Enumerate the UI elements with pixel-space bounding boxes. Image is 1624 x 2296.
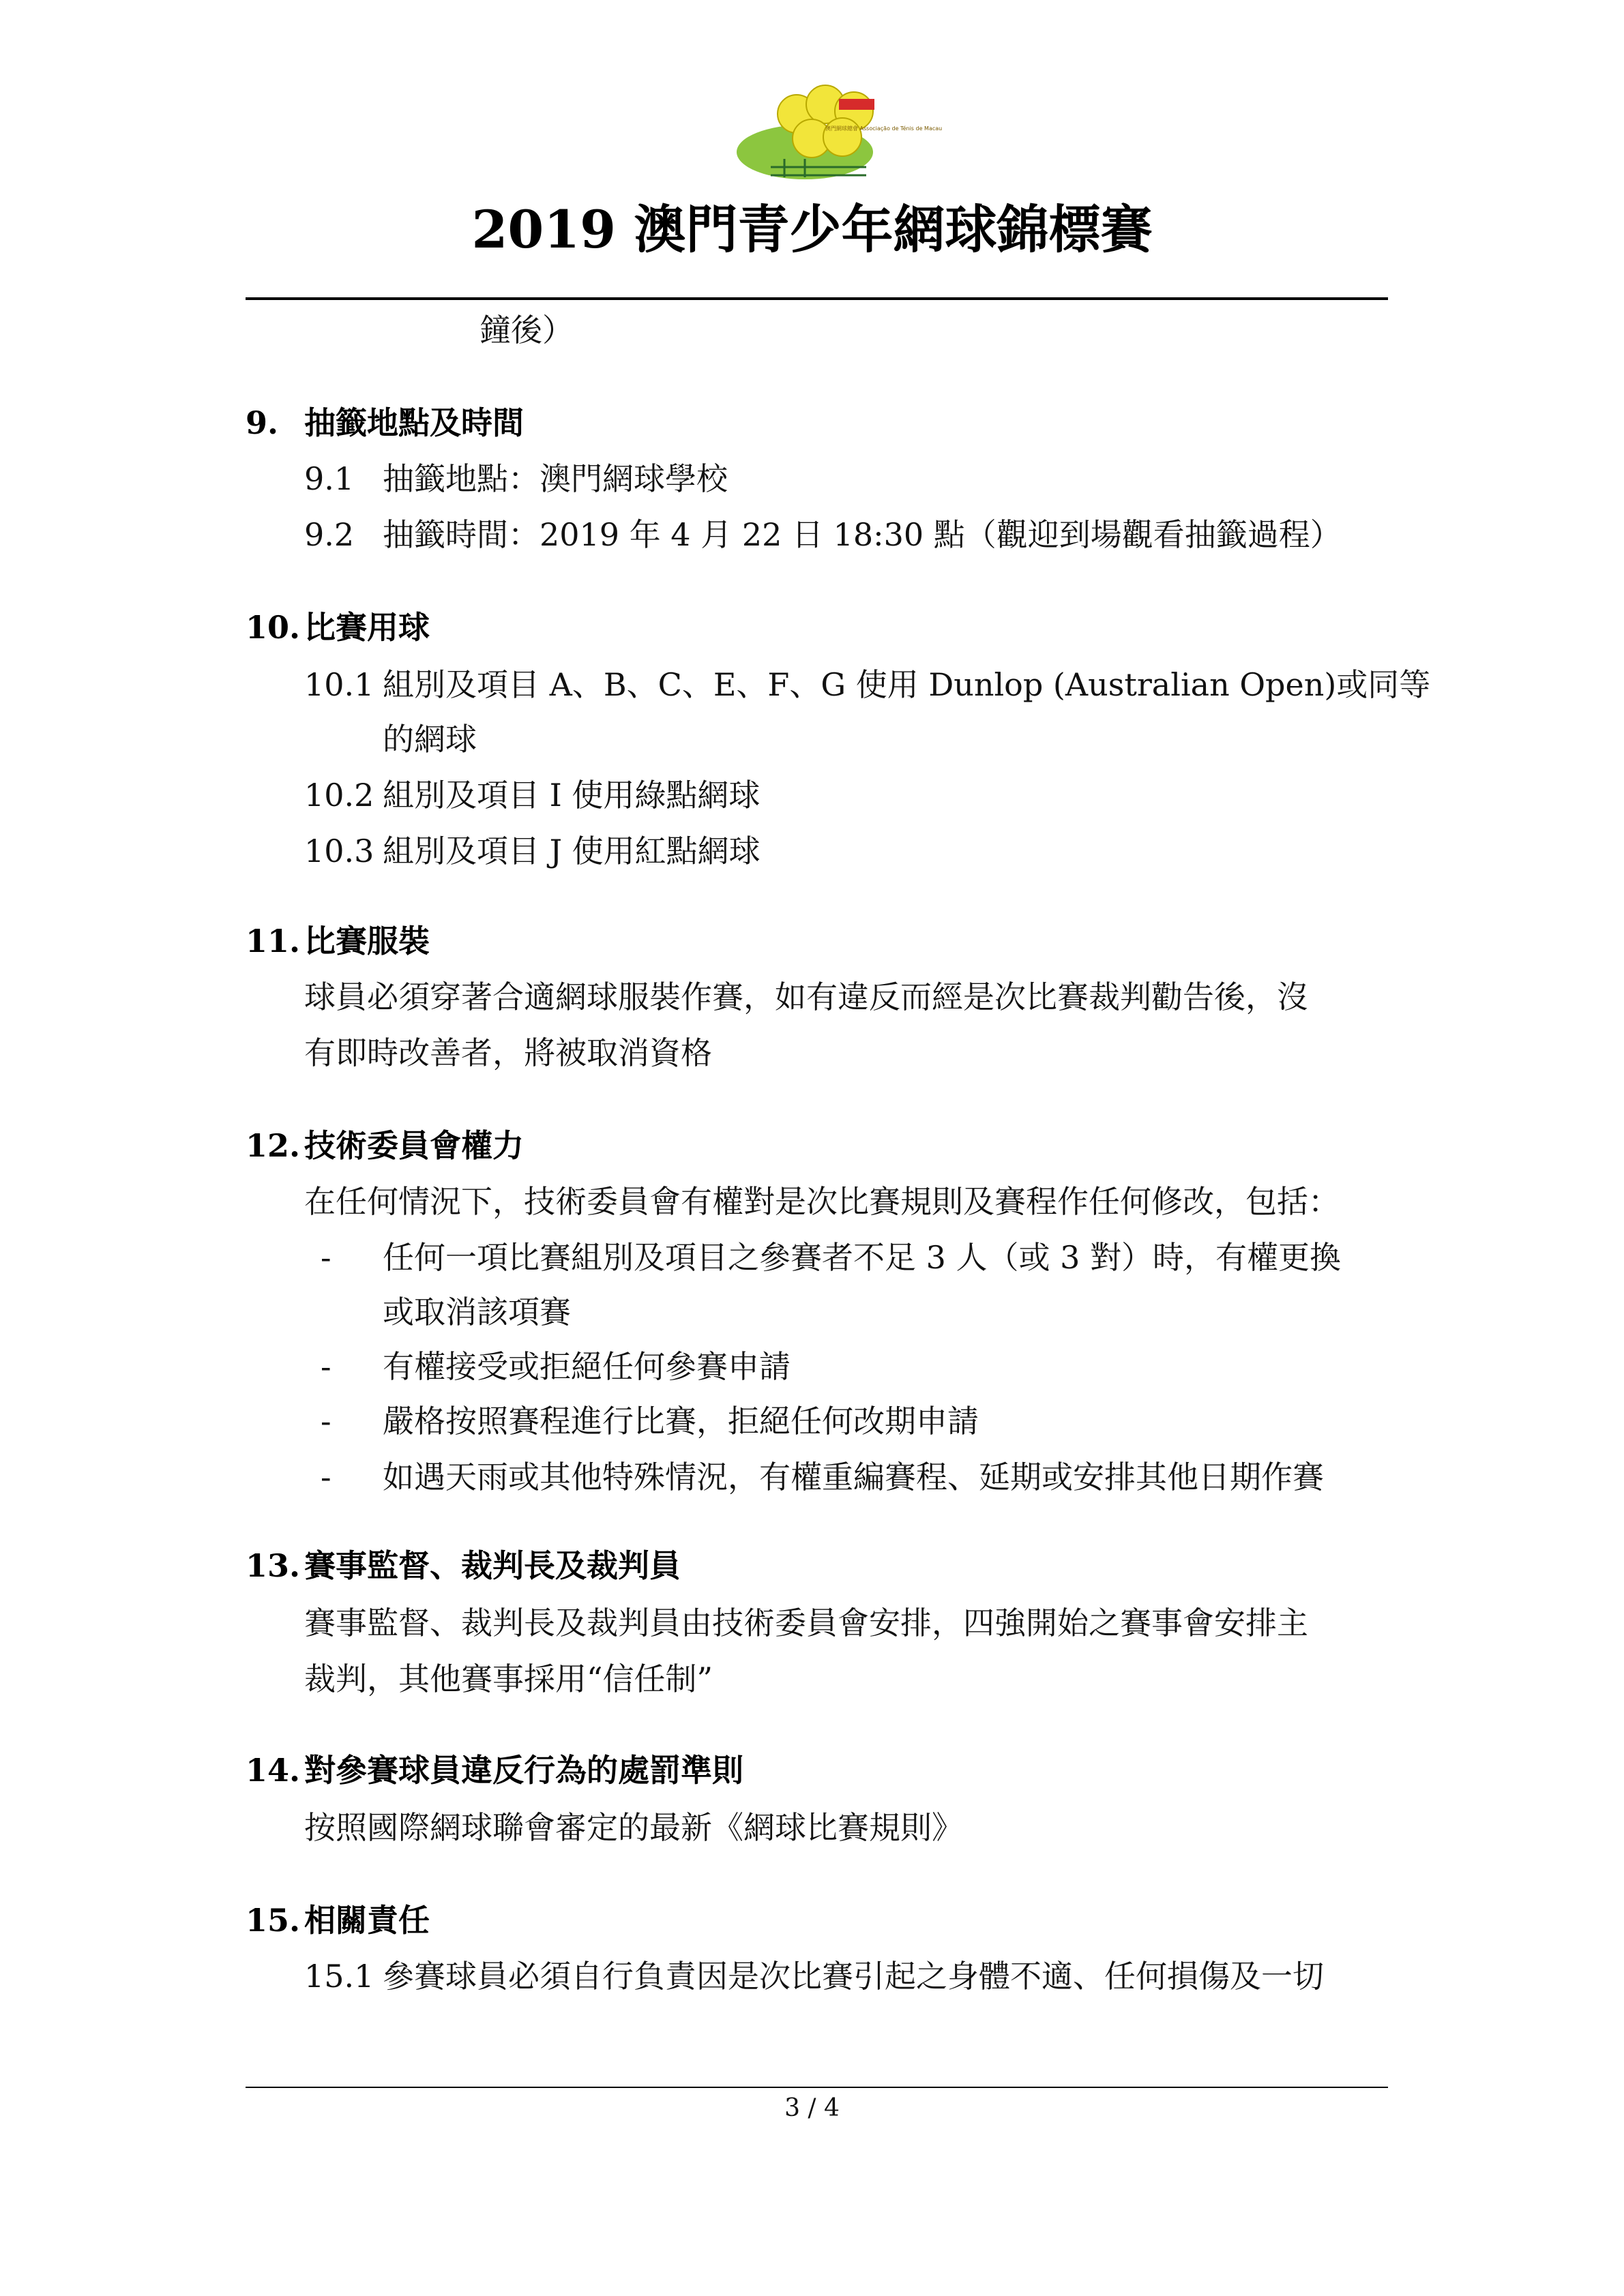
item-text: 組別及項目 I 使用綠點網球	[383, 777, 761, 814]
section-title: 相關責任	[304, 1902, 430, 1939]
bullet-text: 嚴格按照賽程進行比賽，拒絕任何改期申請	[383, 1403, 979, 1440]
item-number: 10.2	[304, 777, 374, 814]
header-divider	[246, 297, 1388, 300]
bullet-mark: -	[321, 1403, 331, 1440]
section-number: 14.	[246, 1752, 301, 1789]
paragraph-line: 球員必須穿著合適網球服裝作賽，如有違反而經是次比賽裁判勸告後，沒	[304, 979, 1308, 1015]
document-title: 2019 澳門青少年網球錦標賽	[471, 199, 1153, 260]
bullet-mark: -	[321, 1459, 331, 1495]
item-number: 15.1	[304, 1958, 374, 1995]
paragraph-line: 賽事監督、裁判長及裁判員由技術委員會安排，四強開始之賽事會安排主	[304, 1605, 1308, 1641]
bullet-mark: -	[321, 1239, 331, 1276]
section-title: 賽事監督、裁判長及裁判員	[304, 1547, 681, 1584]
item-number: 9.1	[304, 460, 355, 497]
continuation-text: 鐘後）	[479, 312, 574, 348]
item-text: 抽籤時間：2019 年 4 月 22 日 18:30 點（觀迎到場觀看抽籤過程）	[383, 516, 1342, 553]
item-number: 9.2	[304, 516, 355, 553]
section-title: 比賽服裝	[304, 923, 430, 959]
bullet-continuation: 或取消該項賽	[383, 1294, 571, 1330]
item-text: 參賽球員必須自行負責因是次比賽引起之身體不適、任何損傷及一切	[383, 1958, 1324, 1995]
bullet-text: 有權接受或拒絕任何參賽申請	[383, 1348, 791, 1385]
section-number: 9.	[246, 404, 279, 441]
item-continuation: 的網球	[383, 721, 477, 758]
page-number: 3 / 4	[784, 2094, 840, 2122]
section-title: 技術委員會權力	[304, 1127, 524, 1164]
item-text: 抽籤地點：澳門網球學校	[383, 460, 728, 497]
section-number: 15.	[246, 1902, 301, 1939]
bullet-text: 任何一項比賽組別及項目之參賽者不足 3 人（或 3 對）時，有權更換	[383, 1239, 1342, 1276]
item-number: 10.3	[304, 833, 374, 869]
item-text: 組別及項目 J 使用紅點網球	[383, 833, 761, 869]
paragraph-line: 在任何情況下，技術委員會有權對是次比賽規則及賽程作任何修改，包括：	[304, 1183, 1340, 1220]
section-title: 對參賽球員違反行為的處罰準則	[304, 1752, 743, 1789]
section-title: 比賽用球	[304, 609, 430, 646]
svg-text:澳門網球總會 Associação de Ténis de: 澳門網球總會 Associação de Ténis de Macau	[825, 125, 943, 132]
section-title: 抽籤地點及時間	[304, 404, 524, 441]
section-number: 10.	[246, 609, 301, 646]
item-number: 10.1	[304, 666, 374, 703]
bullet-text: 如遇天雨或其他特殊情況，有權重編賽程、延期或安排其他日期作賽	[383, 1459, 1324, 1495]
section-number: 11.	[246, 923, 301, 959]
item-text: 組別及項目 A、B、C、E、F、G 使用 Dunlop (Australian Open)或同等	[383, 666, 1431, 703]
bullet-mark: -	[321, 1348, 331, 1385]
section-number: 13.	[246, 1547, 301, 1584]
footer-divider	[246, 2087, 1388, 2088]
paragraph-line: 裁判，其他賽事採用“信任制”	[304, 1660, 713, 1697]
association-logo	[730, 72, 943, 188]
section-number: 12.	[246, 1127, 301, 1164]
paragraph-line: 有即時改善者，將被取消資格	[304, 1034, 712, 1071]
paragraph-line: 按照國際網球聯會審定的最新《網球比賽規則》	[304, 1809, 963, 1846]
